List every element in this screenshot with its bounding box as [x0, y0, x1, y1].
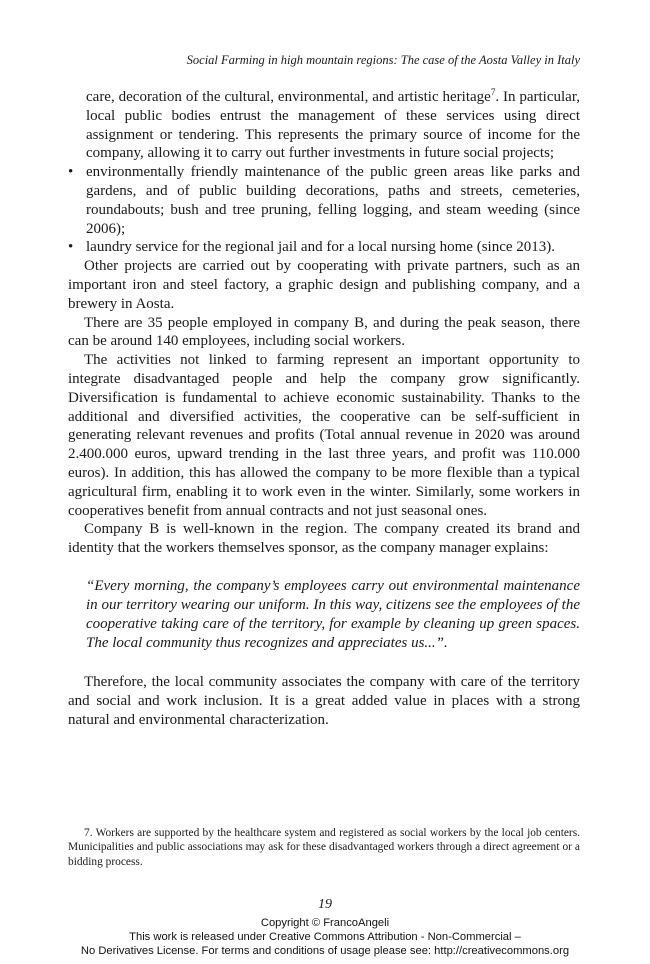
running-header: Social Farming in high mountain regions: The case of the Aosta Valley in Italy — [186, 53, 580, 67]
paragraph: The activities not linked to farming represent an important opportunity to integrate disadvantaged people and help the company grow significantly. Diversification is fundamental to achieve economic sustainability. Thanks to the additional and diversified activities, the cooperative can be self-sufficient in generating relevant revenues and profits (Total annual revenue in 2020 was around 2.400.000 euros, upward trending in the last three years, and profit was 110.000 euros). In addition, this has allowed the company to be more flexible than a typical agricultural firm, enabling it to work even in the winter. Similarly, some workers in cooperatives benefit from annual contracts and not just seasonal ones. — [68, 352, 580, 519]
list-item-text: laundry service for the regional jail and for a local nursing home (since 2013). — [86, 239, 556, 256]
copyright-line: Copyright © FrancoAngeli — [260, 917, 390, 929]
main-text — [68, 88, 580, 729]
list-item-text: environmentally friendly maintenance of the public green areas like parks and gardens, and of public building decorations, paths and streets, cemeteries, roundabouts; bush and tree pruning, felling logging, and steam weeding (since 2006); — [86, 164, 580, 237]
paragraph: Other projects are carried out by cooperating with private partners, such as an important iron and steel factory, a graphic design and publishing company, and a brewery in Aosta. — [68, 258, 580, 312]
copyright-notice — [0, 916, 650, 958]
continued-text-rest: . In particular, local public bodies entrust the management of these services using direct assignment or tendering. This represents the primary source of income for the company, allowing it to carry out further investments in future social projects; — [86, 89, 580, 162]
paragraph: Therefore, the local community associates the company with care of the territory and social and work inclusion. It is a great added value in places with a strong natural and environmental characterization. — [68, 673, 580, 728]
bullet-marker: • — [68, 164, 74, 181]
continued-text: care, decoration of the cultural, environmental, and artistic heritage — [86, 89, 491, 105]
footnote — [68, 826, 580, 869]
continued-paragraph — [68, 88, 580, 163]
list-item — [68, 163, 580, 238]
list-item — [68, 238, 580, 257]
block-quote: “Every morning, the company’s employees carry out environmental maintenance in our territory wearing our uniform. In this way, citizens see the employees of the cooperative taking care of the territory, for example by cleaning up green spaces. The local community thus recognizes and appreciates us...”. — [86, 577, 580, 651]
license-line: No Derivatives License. For terms and conditions of usage please see: http://creativecommons.org — [80, 945, 570, 957]
paragraph: Company B is well-known in the region. The company created its brand and identity that the workers themselves sponsor, as the company manager explains: — [68, 521, 580, 557]
bullet-list — [68, 163, 580, 257]
license-line: This work is released under Creative Commons Attribution - Non-Commercial – — [129, 931, 521, 943]
paragraph: There are 35 people employed in company B, and during the peak season, there can be around 140 employees, including social workers. — [68, 314, 580, 350]
page-number: 19 — [318, 897, 332, 912]
footnote-text: 7. Workers are supported by the healthcare system and registered as social workers by the local job centers. Municipalities and public associations may ask for these disadvantaged workers through a direct agreement or a bidding process. — [68, 827, 580, 868]
bullet-marker: • — [68, 239, 74, 256]
footnote-reference[interactable]: 7 — [490, 87, 496, 97]
